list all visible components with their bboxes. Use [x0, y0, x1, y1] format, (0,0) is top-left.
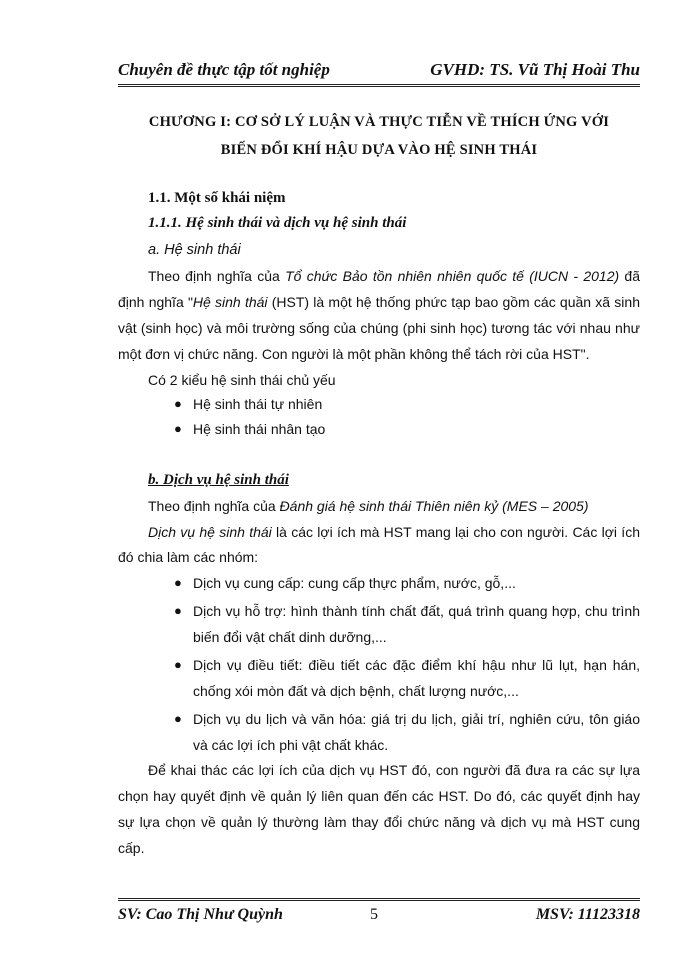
- list-item: Dịch vụ du lịch và văn hóa: giá trị du lịch, giải trí, nghiên cứu, tôn giáo: [193, 711, 640, 727]
- paragraph-b-line-2: Dịch vụ hệ sinh thái là các lợi ích mà HST mang lại cho con người. Các lợi ích: [148, 524, 640, 540]
- heading-a: a. Hệ sinh thái: [148, 242, 241, 258]
- list-item: Hệ sinh thái nhân tạo: [193, 421, 326, 437]
- closing-line-3: sự lựa chọn về quản lý thường làm thay đổi chức năng và dịch vụ mà HST cung: [118, 814, 640, 830]
- list-item: Dịch vụ hỗ trợ: hình thành tính chất đất, quá trình quang hợp, chu trình: [193, 603, 640, 619]
- page-number: 5: [370, 906, 378, 923]
- chapter-title-line-1: CHƯƠNG I: CƠ SỞ LÝ LUẬN VÀ THỰC TIỄN VỀ THÍCH ỨNG VỚI: [148, 114, 610, 130]
- subsection-heading: 1.1.1. Hệ sinh thái và dịch vụ hệ sinh thái: [148, 215, 407, 231]
- bullet-icon: ●: [174, 711, 182, 726]
- page-footer: [118, 898, 640, 925]
- types-intro: Có 2 kiểu hệ sinh thái chủ yếu: [148, 372, 336, 388]
- list-item: Dịch vụ cung cấp: cung cấp thực phẩm, nước, gỗ,...: [193, 575, 516, 591]
- footer-student-id: MSV: 11123318: [535, 906, 640, 923]
- bullet-icon: ●: [174, 396, 182, 411]
- bullet-icon: ●: [174, 657, 182, 672]
- paragraph-a-line-4: một đơn vị chức năng. Con người là một phần không thể tách rời của HST".: [118, 346, 590, 362]
- closing-line-2: chọn hay quyết định về quản lý liên quan đến các HST. Do đó, các quyết định hay: [118, 788, 640, 804]
- paragraph-a-line-2: định nghĩa "Hệ sinh thái (HST) là một hệ thống phức tạp bao gồm các quần xã sinh: [118, 294, 640, 310]
- header-right: GVHD: TS. Vũ Thị Hoài Thu: [430, 60, 640, 79]
- paragraph-a-line-3: vật (sinh học) và môi trường sống của chúng (phi sinh học) tương tác với nhau như: [118, 320, 640, 336]
- closing-line-4: cấp.: [118, 840, 145, 856]
- list-item: Dịch vụ điều tiết: điều tiết các đặc điểm khí hậu như lũ lụt, hạn hán,: [193, 657, 640, 673]
- section-heading: 1.1. Một số khái niệm: [148, 190, 286, 206]
- chapter-title-line-2: BIẾN ĐỔI KHÍ HẬU DỰA VÀO HỆ SINH THÁI: [220, 142, 538, 158]
- page-header: [118, 56, 640, 87]
- header-left: Chuyên đề thực tập tốt nghiệp: [118, 60, 330, 79]
- heading-b: b. Dịch vụ hệ sinh thái: [148, 472, 289, 488]
- paragraph-b-line-3: đó chia làm các nhóm:: [118, 549, 259, 565]
- paragraph-a-line-1: Theo định nghĩa của Tổ chức Bảo tồn nhiên nhiên quốc tế (IUCN - 2012) đã: [148, 268, 641, 284]
- paragraph-b-line-1: Theo định nghĩa của Đánh giá hệ sinh thái Thiên niên kỷ (MES – 2005): [148, 498, 589, 514]
- bullet-icon: ●: [174, 575, 182, 590]
- list-item-continuation: chống xói mòn đất và dịch bệnh, chất lượng nước,...: [193, 683, 519, 699]
- list-item-continuation: biến đổi vật chất dinh dưỡng,...: [193, 629, 387, 645]
- bullet-icon: ●: [174, 603, 182, 618]
- bullet-icon: ●: [174, 421, 182, 436]
- closing-line-1: Để khai thác các lợi ích của dịch vụ HST đó, con người đã đưa ra các sự lựa: [148, 762, 640, 778]
- list-item-continuation: và các lợi ích phi vật chất khác.: [193, 737, 389, 753]
- footer-student: SV: Cao Thị Như Quỳnh: [118, 906, 283, 923]
- list-item: Hệ sinh thái tự nhiên: [193, 396, 323, 412]
